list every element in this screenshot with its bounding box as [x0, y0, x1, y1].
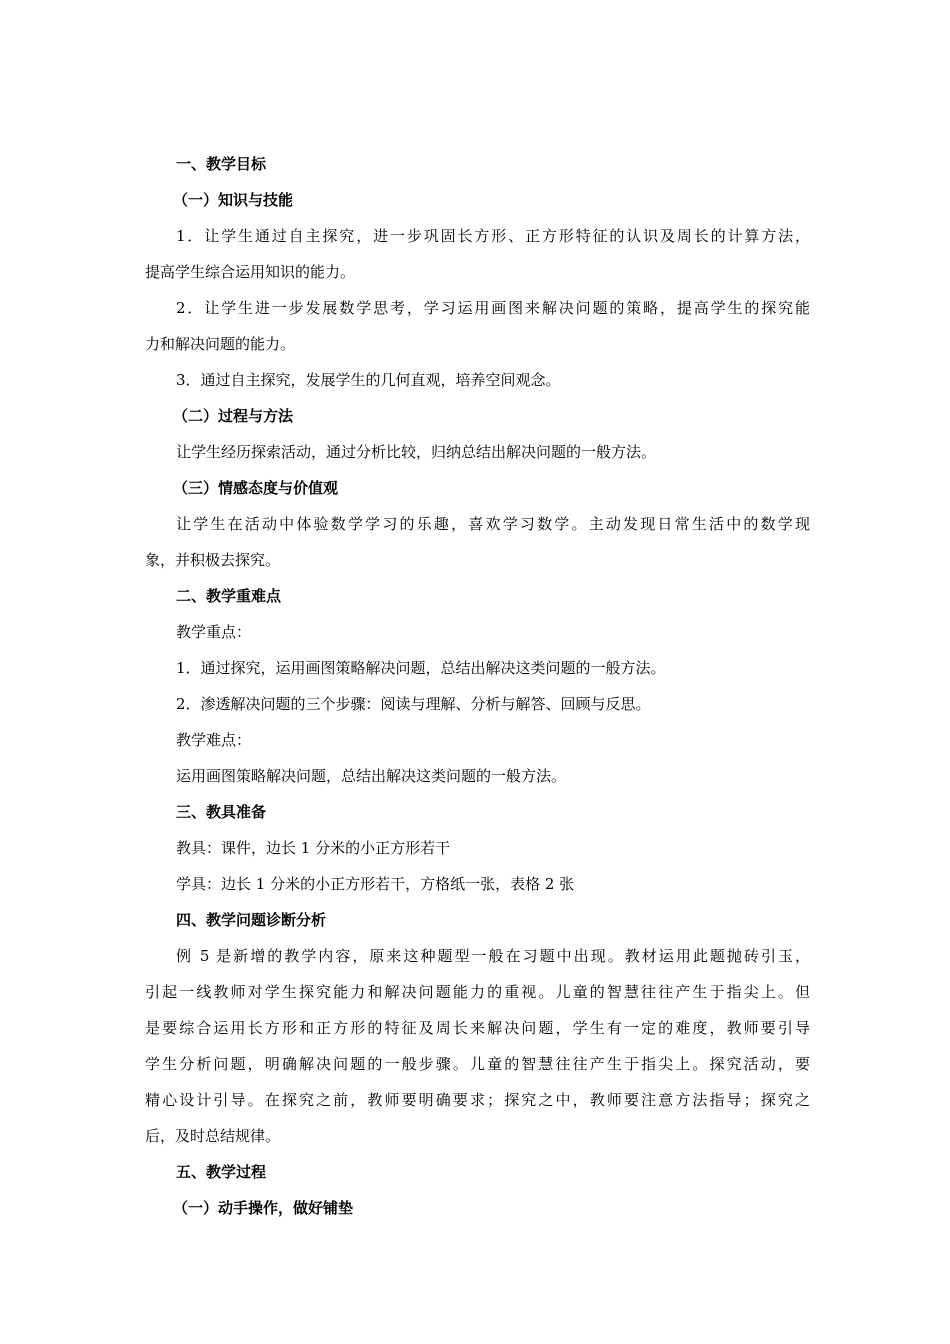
subsection-heading: （三）情感态度与价值观 [173, 479, 339, 497]
paragraph-line: 是要综合运用长方形和正方形的特征及周长来解决问题，学生有一定的难度，教师要引导 [145, 1019, 810, 1037]
paragraph-line: 运用画图策略解决问题，总结出解决这类问题的一般方法。 [176, 767, 567, 785]
section-heading: 四、教学问题诊断分析 [176, 911, 327, 929]
paragraph-line: 例 5 是新增的教学内容，原来这种题型一般在习题中出现。教材运用此题抛砖引玉， [176, 947, 810, 965]
section-heading: 五、教学过程 [176, 1163, 267, 1181]
section-heading: 二、教学重难点 [176, 587, 282, 605]
paragraph-line: 学生分析问题，明确解决问题的一般步骤。儿童的智慧往往产生于指尖上。探究活动，要 [145, 1055, 810, 1073]
paragraph-line: 3．通过自主探究，发展学生的几何直观，培养空间观念。 [176, 371, 561, 389]
paragraph-line: 教学重点： [176, 623, 252, 641]
subsection-heading: （一）知识与技能 [173, 191, 294, 209]
paragraph-line: 精心设计引导。在探究之前，教师要明确要求；探究之中，教师要注意方法指导；探究之 [145, 1091, 810, 1109]
section-heading: 三、教具准备 [176, 803, 267, 821]
paragraph-line: 教学难点： [176, 731, 252, 749]
paragraph-line: 力和解决问题的能力。 [145, 335, 296, 353]
paragraph-line: 教具：课件，边长 1 分米的小正方形若干 [176, 839, 451, 857]
subsection-heading: （一）动手操作，做好铺垫 [173, 1199, 354, 1217]
paragraph-line: 让学生经历探索活动，通过分析比较，归纳总结出解决问题的一般方法。 [176, 443, 657, 461]
subsection-heading: （二）过程与方法 [173, 407, 294, 425]
paragraph-line: 学具：边长 1 分米的小正方形若干，方格纸一张，表格 2 张 [176, 875, 575, 893]
section-heading: 一、教学目标 [176, 155, 267, 173]
paragraph-line: 1．让学生通过自主探究，进一步巩固长方形、正方形特征的认识及周长的计算方法， [176, 227, 810, 245]
paragraph-line: 引起一线教师对学生探究能力和解决问题能力的重视。儿童的智慧往往产生于指尖上。但 [145, 983, 810, 1001]
document-page [145, 146, 810, 1226]
paragraph-line: 后，及时总结规律。 [145, 1127, 281, 1145]
paragraph-line: 2．让学生进一步发展数学思考，学习运用画图来解决问题的策略，提高学生的探究能 [176, 299, 810, 317]
paragraph-line: 提高学生综合运用知识的能力。 [145, 263, 356, 281]
paragraph-line: 2．渗透解决问题的三个步骤：阅读与理解、分析与解答、回顾与反思。 [176, 695, 651, 713]
paragraph-line: 让学生在活动中体验数学学习的乐趣，喜欢学习数学。主动发现日常生活中的数学现 [176, 515, 810, 533]
paragraph-line: 象，并积极去探究。 [145, 551, 281, 569]
paragraph-line: 1．通过探究，运用画图策略解决问题，总结出解决这类问题的一般方法。 [176, 659, 666, 677]
